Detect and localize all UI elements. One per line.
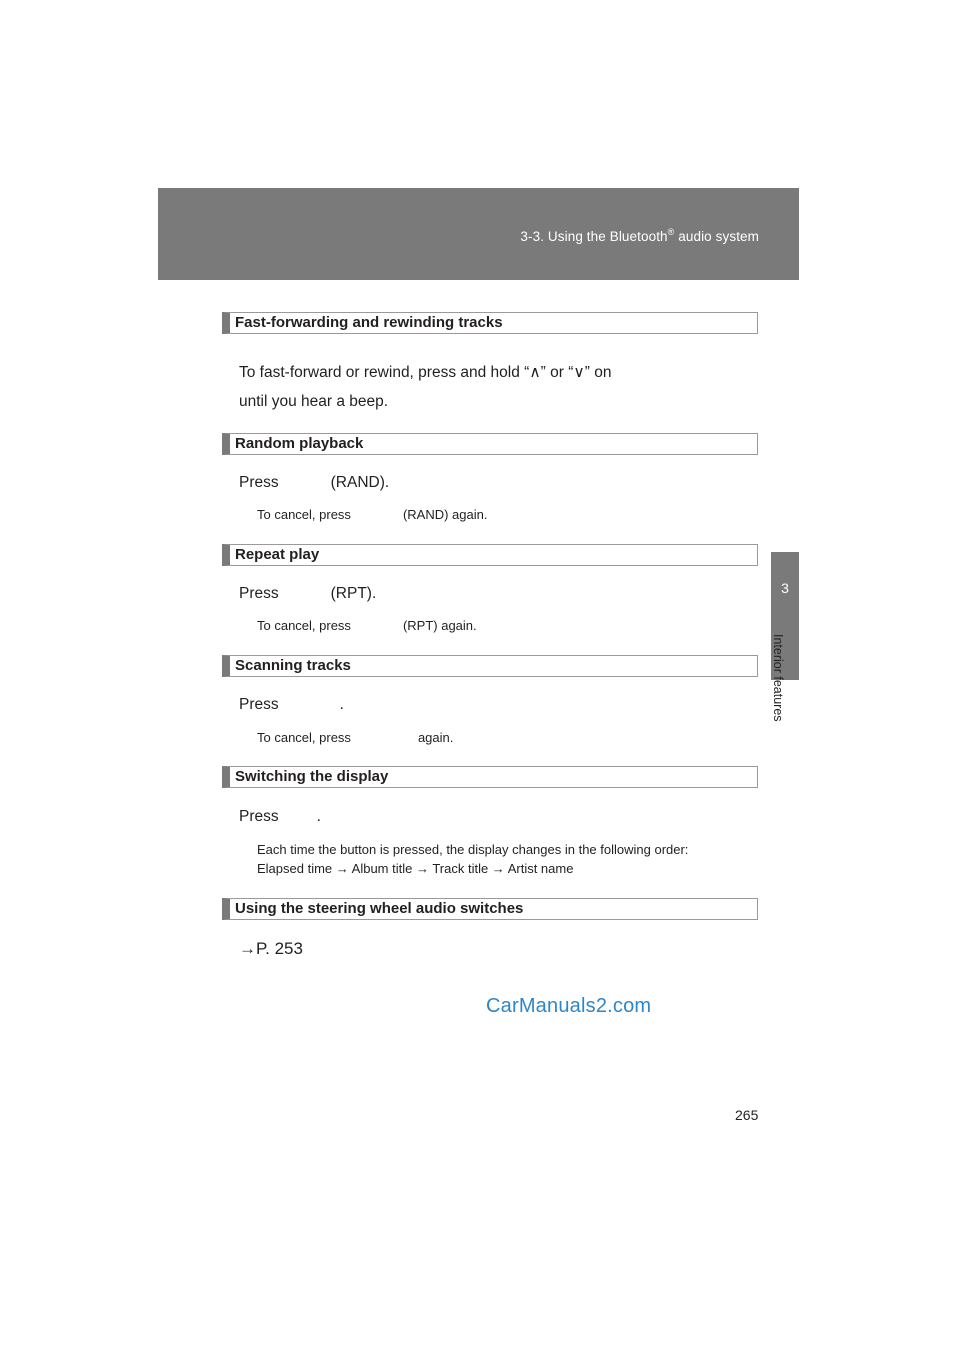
instruction-text: Press . xyxy=(239,696,344,713)
section-heading-scan: Scanning tracks xyxy=(222,655,758,677)
note-text: To cancel, press (RAND) again. xyxy=(257,507,488,522)
instruction-text: Press (RAND). xyxy=(239,474,390,491)
section-heading-display: Switching the display xyxy=(222,766,758,788)
chapter-number: 3 xyxy=(781,580,789,596)
note-text: To cancel, press again. xyxy=(257,730,454,745)
page-number: 265 xyxy=(735,1107,759,1123)
section-heading-random: Random playback xyxy=(222,433,758,455)
chapter-side-label: Interior features xyxy=(771,634,785,722)
note-text: Elapsed time → Album title → Track title → Artist name xyxy=(257,861,574,876)
body-text: until you hear a beep. xyxy=(239,393,389,410)
section-heading-steering: Using the steering wheel audio switches xyxy=(222,898,758,920)
watermark: CarManuals2.com xyxy=(486,995,652,1017)
note-text: To cancel, press (RPT) again. xyxy=(257,618,477,633)
chapter-title: 3-3. Using the Bluetooth® audio system xyxy=(520,227,759,244)
instruction-text: Press . xyxy=(239,808,321,825)
chapter-header-band xyxy=(158,188,799,280)
section-heading-repeat: Repeat play xyxy=(222,544,758,566)
body-text: To fast-forward or rewind, press and hold “∧” or “∨” on xyxy=(239,364,612,381)
note-text: Each time the button is pressed, the display changes in the following order: xyxy=(257,842,689,857)
section-heading-fast-forward: Fast-forwarding and rewinding tracks xyxy=(222,312,758,334)
page-reference-link[interactable]: →P. 253 xyxy=(239,939,303,958)
instruction-text: Press (RPT). xyxy=(239,585,377,602)
